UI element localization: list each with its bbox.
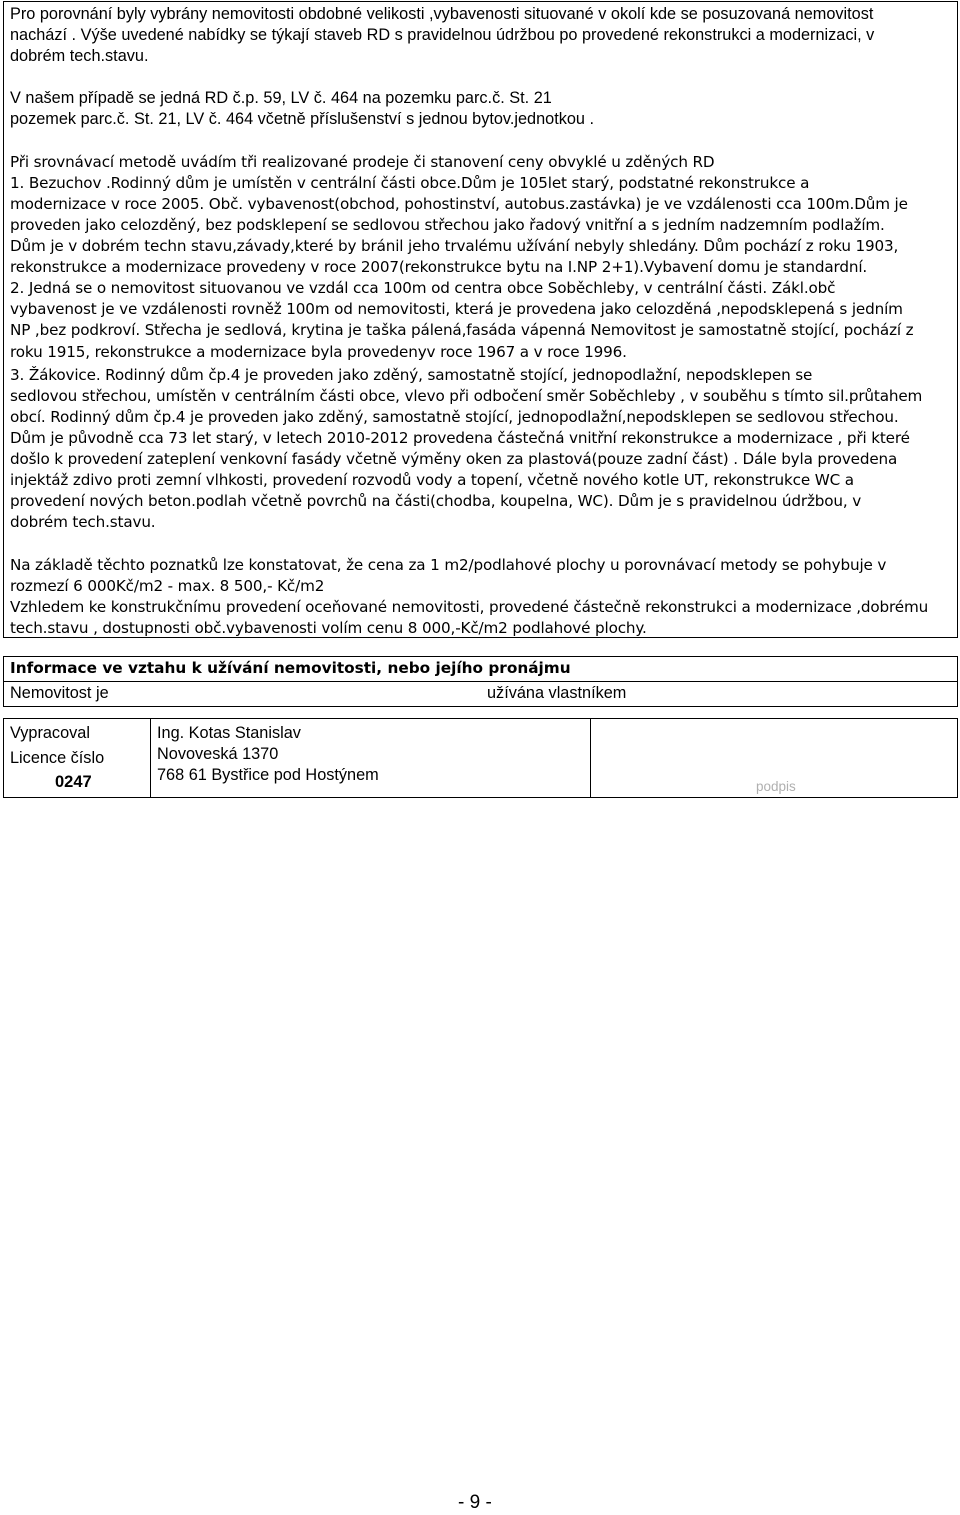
usage-info-title: Informace ve vztahu k užívání nemovitosti, nebo jejího pronájmu [10,659,571,677]
comparison-line: Dům je v dobrém techn stavu,závady,které by bránil jeho trvalému užívání nebyly shledány. Dům pochází z roku 1903, [10,237,899,255]
divider [590,719,591,797]
conclusion-line: Vzhledem ke konstrukčnímu provedení oceňované nemovitosti, provedené částečně rekonstrukci a modernizace ,dobrému [10,598,929,616]
comparison-line: modernizace v roce 2005. Obč. vybavenost(obchod, pohostinství, autobus.zastávka) je ve vzdálenosti cca 100m.Dům je [10,195,908,213]
comparison-line: vybavenost je ve vzdálenosti rovněž 100m od nemovitosti, která je provedena jako celozděná ,nepodsklepená s jedním [10,300,903,318]
comparison-line: injektáž zdivo proti zemní vlhkosti, provedení rozvodů vody a topení, včetně nového kotle UT, rekonstrukce WC a [10,471,854,489]
prepared-by-label: Vypracoval [10,724,90,742]
author-city: 768 61 Bystřice pod Hostýnem [157,766,379,784]
usage-value: užívána vlastníkem [487,684,627,702]
author-street: Novoveská 1370 [157,745,279,763]
comparison-line: rekonstrukce a modernizace provedeny v roce 2007(rekonstrukce bytu na I.NP 2+1).Vybavení domu je standardní. [10,258,868,276]
comparison-line: Dům je původně cca 73 let starý, v letech 2010-2012 provedena částečná vnitřní rekonstrukce a modernizace , při které [10,429,910,447]
usage-label: Nemovitost je [10,684,109,702]
author-name: Ing. Kotas Stanislav [157,724,301,742]
comparison-line: došlo k provedení zateplení venkovní fasády včetně výměny oken za plastová(pouze zadní část) . Dále byla provedena [10,450,898,468]
subject-line-1: V našem případě se jedná RD č.p. 59, LV č. 464 na pozemku parc.č. St. 21 [10,89,552,107]
comparison-line: NP ,bez podkroví. Střecha je sedlová, krytina je taška pálená,fasáda vápenná Nemovitost je samostatně stojící, pochází z [10,321,914,339]
comparison-line: sedlovou střechou, umístěn v centrálním části obce, vlevo při odbočení směr Soběchleby , v souběhu s tímto sil.průtahem [10,387,923,405]
comparison-line: provedení nových beton.podlah včetně povrchů na části(chodba, koupelna, WC). Dům je s pravidelnou údržbou, v [10,492,862,510]
comparison-line: 2. Jedná se o nemovitost situovanou ve vzdál cca 100m od centra obce Soběchleby, v centrální části. Zákl.obč [10,279,836,297]
conclusion-line: Na základě těchto poznatků lze konstatovat, že cena za 1 m2/podlahové plochy u porovnávací metody se pohybuje v [10,556,887,574]
subject-line-2: pozemek parc.č. St. 21, LV č. 464 včetně příslušenství s jednou bytov.jednotkou . [10,110,595,128]
comparison-line: roku 1915, rekonstrukce a modernizace byla provedenyv roce 1967 a v roce 1996. [10,343,627,361]
comparison-line: 1. Bezuchov .Rodinný dům je umístěn v centrální části obce.Dům je 105let starý, podstatné rekonstrukce a [10,174,810,192]
conclusion-line: rozmezí 6 000Kč/m2 - max. 8 500,- Kč/m2 [10,577,325,595]
intro-line-3: dobrém tech.stavu. [10,47,149,65]
divider [150,719,151,797]
author-signature-table [3,718,958,798]
comparison-line: 3. Žákovice. Rodinný dům čp.4 je proveden jako zděný, samostatně stojící, jednopodlažní, nepodsklepen se [10,366,813,384]
intro-line-1: Pro porovnání byly vybrány nemovitosti obdobné velikosti ,vybavenosti situované v okolí kde se posuzovaná nemovitost [10,5,874,23]
comparison-line: Při srovnávací metodě uvádím tři realizované prodeje či stanovení ceny obvyklé u zděných RD [10,153,715,171]
page-number: - 9 - [458,1492,492,1513]
licence-number: 0247 [55,773,92,791]
comparison-line: proveden jako celozděný, bez podsklepení se sedlovou střechou jako řadový vnitřní a s jedním nadzemním podlažím. [10,216,885,234]
divider [4,681,957,682]
intro-line-2: nachází . Výše uvedené nabídky se týkají staveb RD s pravidelnou údržbou po provedené rekonstrukci a modernizaci, v [10,26,875,44]
licence-label: Licence číslo [10,749,105,767]
comparison-line: dobrém tech.stavu. [10,513,156,531]
conclusion-line: tech.stavu , dostupnosti obč.vybavenosti volím cenu 8 000,-Kč/m2 podlahové plochy. [10,619,647,637]
usage-info-table [3,656,958,707]
comparison-line: obcí. Rodinný dům čp.4 je proveden jako zděný, samostatně stojící, jednopodlažní,nepodsklepen se sedlovou střechou. [10,408,899,426]
signature-placeholder: podpis [756,779,796,794]
